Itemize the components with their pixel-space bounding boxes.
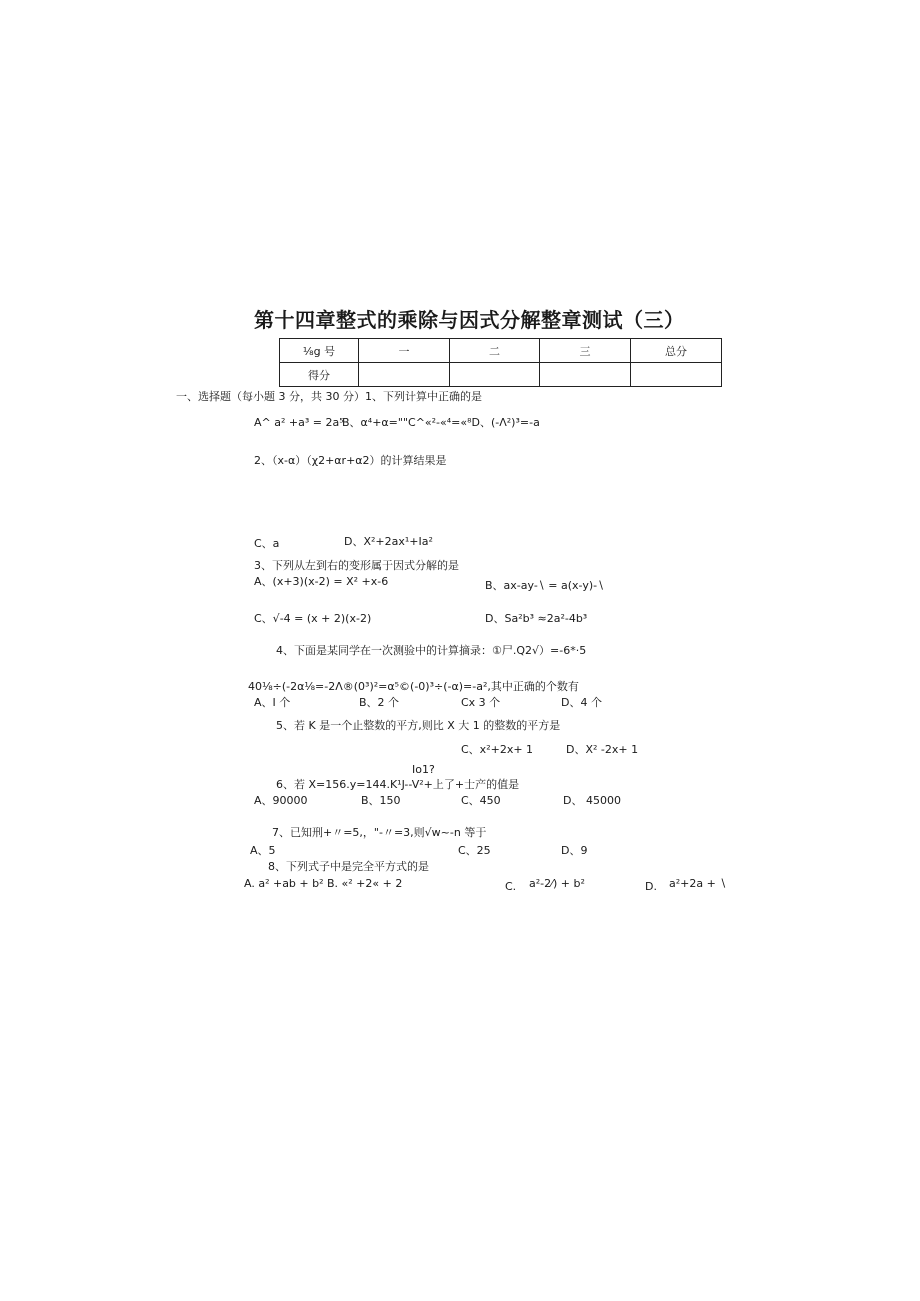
q6-option-b: B、150 xyxy=(361,794,401,807)
q1-option-a: A^ a² +a³ = 2a⁵ xyxy=(254,416,344,429)
q4-option-b: B、2 个 xyxy=(359,696,400,709)
q4-option-c: Cx 3 个 xyxy=(461,696,501,709)
q4-option-a: A、I 个 xyxy=(254,696,291,709)
q8-option-ab: A. a² +ab + b² B. «² +2« + 2 xyxy=(244,877,403,890)
q4-stem-continued: 40⅛÷(-2α⅛=-2Λ®(0³)²=α⁵©(-0)³÷(-α)=-a²,其中正确的个数有 xyxy=(248,680,579,693)
score-row-label: 得分 xyxy=(280,363,359,387)
q2-stem: 2、（x-α）（χ2+αr+α2）的计算结果是 xyxy=(254,454,447,467)
q6-option-c: C、450 xyxy=(461,794,501,807)
q2-option-d: D、X²+2ax¹+Ia² xyxy=(344,535,433,548)
score-cell xyxy=(359,363,450,387)
q5-stem: 5、若 K 是一个止整数的平方,则比 X 大 1 的整数的平方是 xyxy=(276,719,561,732)
q7-option-d: D、9 xyxy=(561,844,588,857)
q3-option-a: A、(x+3)(x-2) = X² +x-6 xyxy=(254,575,389,588)
page-title: 第十四章整式的乘除与因式分解整章测试（三） xyxy=(254,308,685,332)
q6-fragment: Io1? xyxy=(412,763,435,776)
q4-stem: 4、下面是某同学在一次测验中的计算摘录：①尸.Q2√）=-6*·5 xyxy=(276,644,587,657)
score-table-header-cell: 二 xyxy=(450,339,540,363)
score-table-header-cell: 一 xyxy=(359,339,450,363)
q6-stem: 6、若 X=156.y=144.K¹J--V²+上了+士产的值是 xyxy=(276,778,520,791)
section-one-heading: 一、选择题（每小题 3 分，共 30 分）1、下列计算中正确的是 xyxy=(176,390,482,403)
q6-option-d: D、 45000 xyxy=(563,794,621,807)
q5-option-c: C、x²+2x+ 1 xyxy=(461,743,534,756)
q5-option-d: D、X² -2x+ 1 xyxy=(566,743,639,756)
score-table-header-row xyxy=(280,339,722,363)
q8-option-c: a²-2⁄) + b² xyxy=(529,877,585,890)
score-cell xyxy=(631,363,722,387)
q7-stem: 7、已知刑+〃=5,，"-〃=3,则√w~-n 等于 xyxy=(272,826,487,839)
q8-option-c-label: C. xyxy=(505,880,517,893)
q8-stem: 8、下列式子中是完全平方式的是 xyxy=(268,860,429,873)
q2-option-c: C、a xyxy=(254,537,280,550)
q4-option-d: D、4 个 xyxy=(561,696,602,709)
score-table xyxy=(279,338,722,387)
score-table-score-row xyxy=(280,363,722,387)
q3-stem: 3、下列从左到右的变形属于因式分解的是 xyxy=(254,559,459,572)
q1-option-bcd: B、α⁴+α=""C^«²-«⁴=«⁸D、(-Λ²)³=-a xyxy=(342,416,540,429)
score-table-header-cell: ⅛g 号 xyxy=(280,339,359,363)
q8-option-d-label: D. xyxy=(645,880,657,893)
q7-option-c: C、25 xyxy=(458,844,491,857)
q3-option-c: C、√-4 = (x + 2)(x-2) xyxy=(254,612,372,625)
q8-option-d: a²+2a + ∖ xyxy=(669,877,727,890)
q3-option-d: D、Sa²b³ ≈2a²-4b³ xyxy=(485,612,588,625)
score-cell xyxy=(540,363,631,387)
q3-option-b: B、ax-ay-∖ = a(x-y)-∖ xyxy=(485,579,605,592)
q6-option-a: A、90000 xyxy=(254,794,308,807)
score-table-header-cell: 三 xyxy=(540,339,631,363)
score-table-header-cell: 总分 xyxy=(631,339,722,363)
q7-option-a: A、5 xyxy=(250,844,276,857)
score-cell xyxy=(450,363,540,387)
